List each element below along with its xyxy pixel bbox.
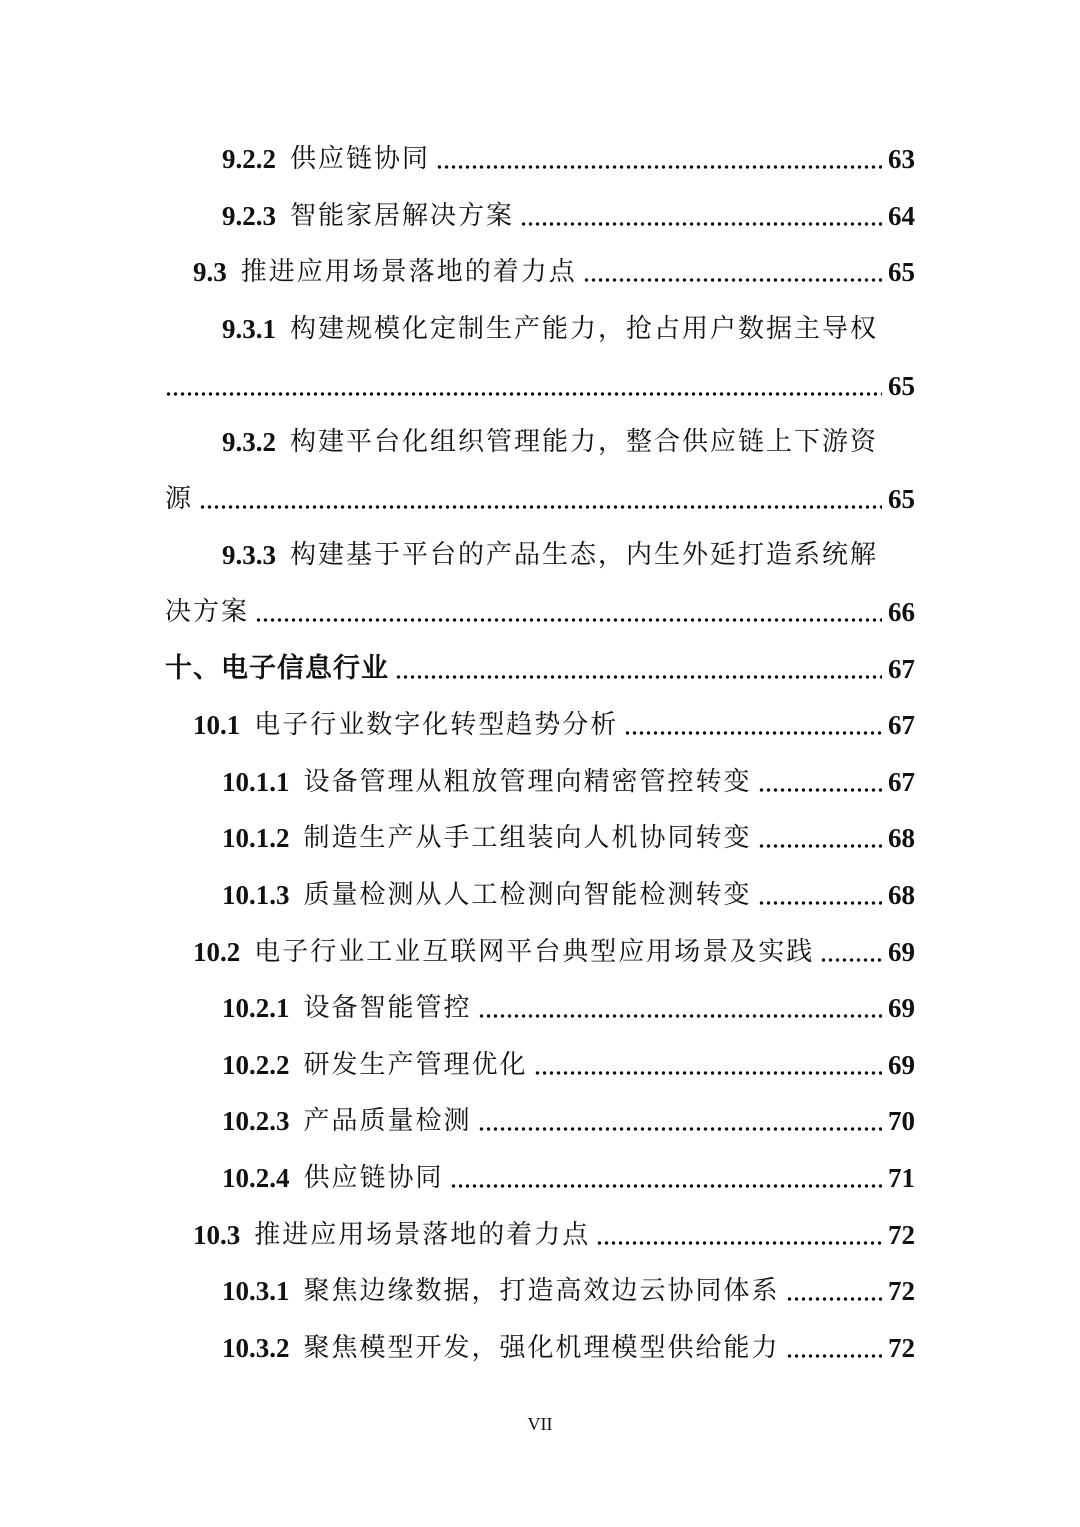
toc-chapter-title: 十、电子信息行业: [165, 653, 389, 684]
toc-entry-number: 10.1.3: [222, 880, 290, 910]
toc-entry-number: 9.2.2: [222, 144, 276, 174]
dot-leader: [758, 900, 882, 906]
toc-entry-page: 68: [888, 880, 915, 910]
dot-leader: [786, 1296, 882, 1302]
toc-entry-page: 67: [888, 710, 915, 740]
toc-entry-page: 72: [888, 1276, 915, 1306]
dot-leader: [534, 1070, 882, 1076]
toc-entry-title: 构建平台化组织管理能力，整合供应链上下游资: [290, 427, 879, 457]
dot-leader: [255, 617, 882, 623]
dot-leader: [450, 1183, 882, 1189]
toc-entry-title: 设备管理从粗放管理向精密管控转变: [303, 767, 752, 797]
toc-entry-page: 72: [888, 1220, 915, 1250]
toc-entry-9-3-2[interactable]: [165, 414, 915, 470]
toc-entry-10-2-4[interactable]: [165, 1150, 915, 1206]
toc-entry-number: 9.3.3: [222, 540, 276, 570]
toc-entry-number: 10.2.2: [222, 1050, 290, 1080]
toc-entry-title: 聚焦边缘数据，打造高效边云协同体系: [303, 1276, 780, 1306]
toc-entry-title-continuation: 源: [165, 484, 194, 514]
toc-entry-10-2[interactable]: [165, 924, 915, 980]
toc-entry-number: 10.3: [193, 1220, 241, 1250]
toc-entry-number: 10.2.4: [222, 1163, 290, 1193]
toc-entry-page: 69: [888, 993, 915, 1023]
toc-chapter-10[interactable]: [165, 641, 915, 697]
toc-entry-title: 供应链协同: [290, 144, 431, 174]
toc-entry-title: 推进应用场景落地的着力点: [240, 257, 577, 287]
toc-entry-number: 10.3.1: [222, 1276, 290, 1306]
toc-entry-title: 产品质量检测: [303, 1106, 472, 1136]
toc-entry-9-2-2[interactable]: [165, 131, 915, 187]
toc-entry-10-3-2[interactable]: [165, 1320, 915, 1376]
toc-entry-number: 10.3.2: [222, 1333, 290, 1363]
toc-entry-page: 70: [888, 1106, 915, 1136]
toc-entry-10-1-1[interactable]: [165, 754, 915, 810]
toc-entry-number: 10.2.1: [222, 993, 290, 1023]
toc-entry-10-2-1[interactable]: [165, 980, 915, 1036]
dot-leader: [478, 1126, 882, 1132]
toc-entry-number: 10.1.1: [222, 767, 290, 797]
toc-entry-title: 构建基于平台的产品生态，内生外延打造系统解: [290, 540, 879, 570]
toc-entry-page: 68: [888, 823, 915, 853]
toc-entry-9-3-3[interactable]: [165, 527, 915, 583]
page-number-footer: VII: [527, 1414, 553, 1434]
toc-entry-title: 电子行业数字化转型趋势分析: [254, 710, 619, 740]
toc-entry-10-2-2[interactable]: [165, 1037, 915, 1093]
toc-entry-title: 供应链协同: [303, 1163, 444, 1193]
toc-entry-title: 电子行业工业互联网平台典型应用场景及实践: [254, 937, 815, 967]
dot-leader: [478, 1013, 882, 1019]
toc-entry-page: 65: [888, 484, 915, 514]
toc-entry-title-continuation: 决方案: [165, 597, 250, 627]
dot-leader: [624, 730, 882, 736]
toc-entry-title: 构建规模化定制生产能力，抢占用户数据主导权: [290, 314, 879, 344]
toc-entry-9-3-2-continuation[interactable]: [165, 471, 915, 527]
dot-leader: [520, 221, 882, 227]
toc-entry-10-2-3[interactable]: [165, 1093, 915, 1149]
toc-entry-number: 10.1: [193, 710, 241, 740]
toc-entry-page: 63: [888, 144, 915, 174]
toc-entry-number: 10.1.2: [222, 823, 290, 853]
toc-entry-9-2-3[interactable]: [165, 188, 915, 244]
toc-entry-9-3-1[interactable]: [165, 301, 915, 357]
toc-entry-page: 64: [888, 201, 915, 231]
toc-entry-title: 推进应用场景落地的着力点: [254, 1220, 591, 1250]
dot-leader: [596, 1240, 882, 1246]
dot-leader: [820, 957, 882, 963]
toc-entry-page: 65: [888, 371, 915, 401]
toc-entry-page: 66: [888, 597, 915, 627]
toc-entry-number: 9.3.1: [222, 314, 276, 344]
toc-entry-title: 制造生产从手工组装向人机协同转变: [303, 823, 752, 853]
toc-entry-10-1-2[interactable]: [165, 810, 915, 866]
dot-leader: [758, 787, 882, 793]
dot-leader: [395, 674, 882, 680]
toc-entry-page: 69: [888, 1050, 915, 1080]
dot-leader: [165, 391, 882, 397]
dot-leader: [583, 277, 882, 283]
toc-entry-page: 65: [888, 257, 915, 287]
toc-entry-page: 72: [888, 1333, 915, 1363]
toc-entry-title: 研发生产管理优化: [303, 1050, 528, 1080]
toc-entry-title: 设备智能管控: [303, 993, 472, 1023]
toc-entry-page: 67: [888, 654, 915, 684]
toc-entry-page: 69: [888, 937, 915, 967]
toc-entry-10-3-1[interactable]: [165, 1263, 915, 1319]
toc-entry-number: 10.2.3: [222, 1106, 290, 1136]
toc-entry-page: 67: [888, 767, 915, 797]
toc-entry-10-1-3[interactable]: [165, 867, 915, 923]
dot-leader: [758, 843, 882, 849]
dot-leader: [199, 504, 882, 510]
toc-entry-10-3[interactable]: [165, 1207, 915, 1263]
toc-entry-number: 10.2: [193, 937, 241, 967]
toc-entry-title: 聚焦模型开发，强化机理模型供给能力: [303, 1333, 780, 1363]
toc-entry-number: 9.3: [193, 257, 227, 287]
toc-entry-9-3-3-continuation[interactable]: [165, 584, 915, 640]
toc-entry-title: 质量检测从人工检测向智能检测转变: [303, 880, 752, 910]
dot-leader: [786, 1353, 882, 1359]
toc-entry-page: 71: [888, 1163, 915, 1193]
toc-entry-title: 智能家居解决方案: [290, 201, 515, 231]
toc-entry-9-3[interactable]: [165, 244, 915, 300]
toc-entry-number: 9.2.3: [222, 201, 276, 231]
toc-entry-number: 9.3.2: [222, 427, 276, 457]
toc-entry-10-1[interactable]: [165, 697, 915, 753]
dot-leader: [436, 164, 882, 170]
toc-entry-9-3-1-continuation[interactable]: [165, 358, 915, 414]
